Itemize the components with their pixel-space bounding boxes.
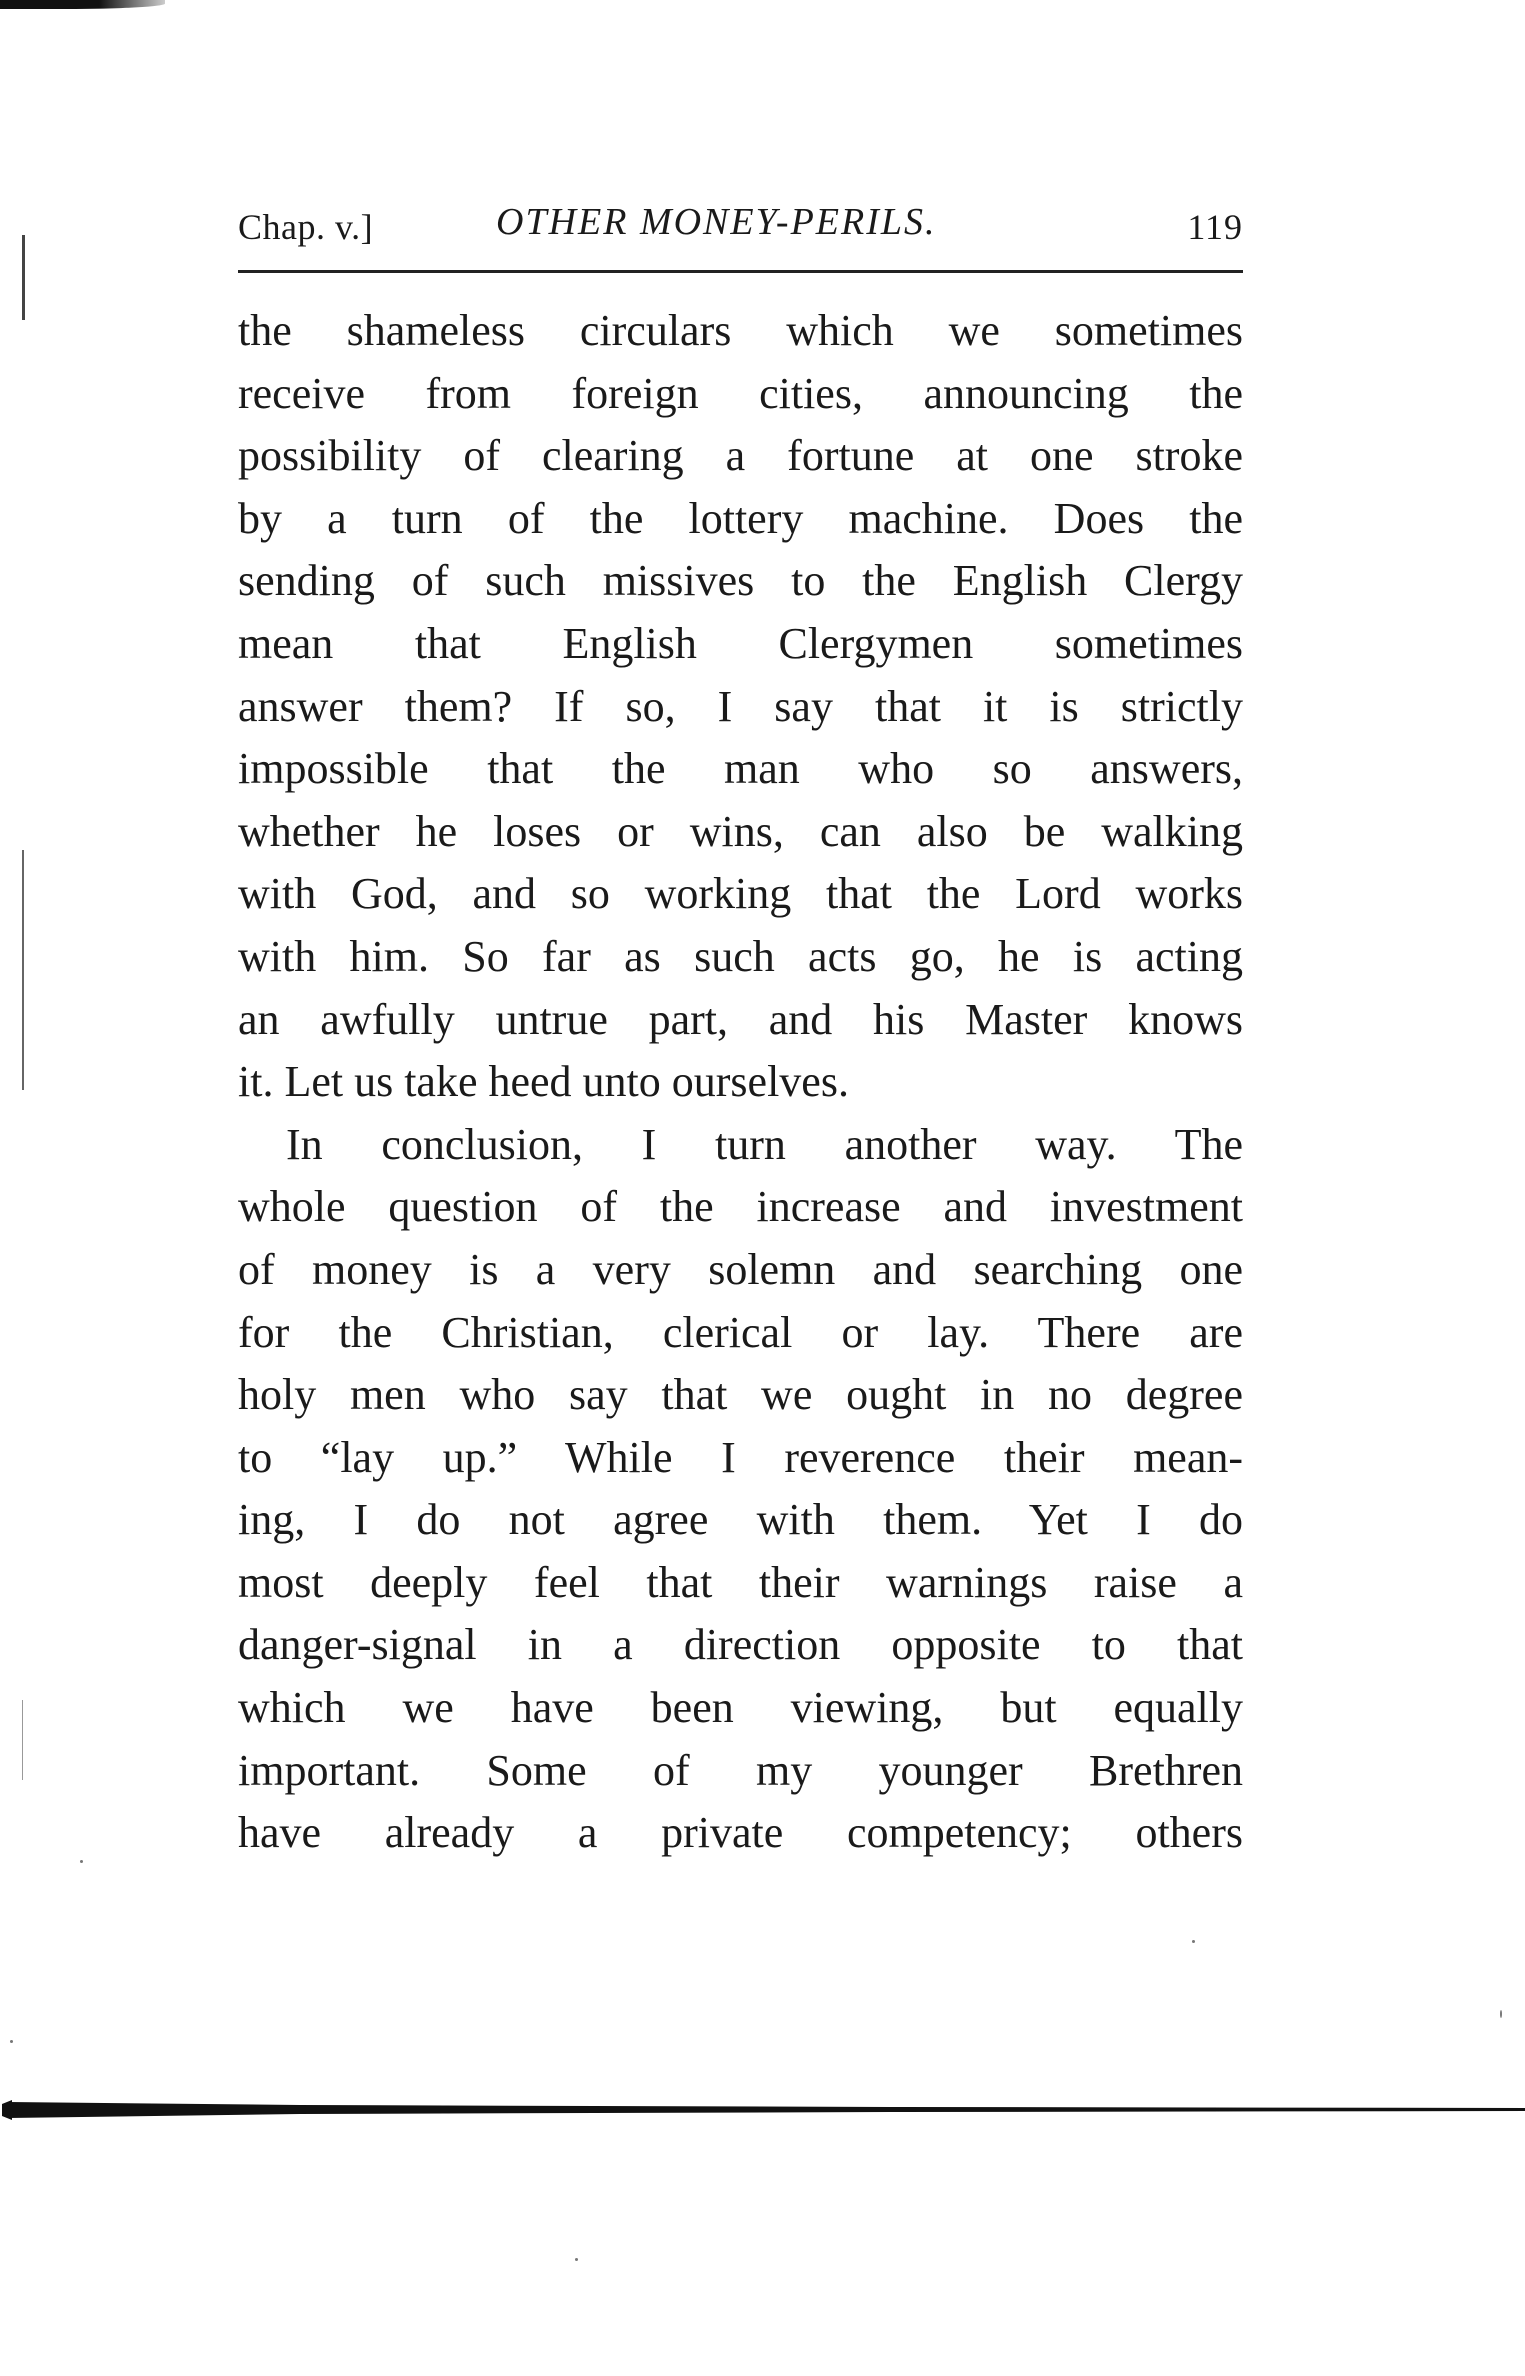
header-rule [238,270,1243,273]
gutter-shadow-line [22,1700,23,1780]
text-line: the shameless circulars which we sometimes [238,306,1243,355]
scan-speck [1500,2010,1502,2018]
text-line: important. Some of my younger Brethren [238,1745,1243,1795]
text-line: answer them? If so, I say that it is strictly [238,681,1243,731]
text-line: receive from foreign cities, announcing the [238,368,1243,418]
scan-artifact-top [0,0,165,9]
text-line: mean that English Clergymen sometimes [238,618,1243,668]
page-bottom-scan-bar [0,2096,1525,2120]
scan-speck [80,1860,83,1863]
text-line: an awfully untrue part, and his Master knows [238,994,1243,1044]
text-line: to “lay up.” While I reverence their mean- [238,1432,1243,1482]
text-line: ing, I do not agree with them. Yet I do [238,1495,1243,1545]
text-line: impossible that the man who so answers, [238,744,1243,794]
text-line: most deeply feel that their warnings raise a [238,1557,1243,1607]
text-line: whether he loses or wins, can also be walking [238,806,1243,856]
text-line: which we have been viewing, but equally [238,1683,1243,1733]
gutter-shadow-line [22,850,24,1090]
text-line: by a turn of the lottery machine. Does the [238,493,1243,543]
scan-speck [1192,1940,1195,1943]
text-line: for the Christian, clerical or lay. There are [238,1307,1243,1357]
page-number: 119 [1187,207,1243,247]
chapter-label: Chap. v.] [238,207,374,247]
text-line: holy men who say that we ought in no degree [238,1370,1243,1420]
text-line: with him. So far as such acts go, he is acting [238,931,1243,981]
text-line: whole question of the increase and investment [238,1182,1243,1232]
running-title: OTHER MONEY-PERILS. [496,201,937,243]
text-line: In conclusion, I turn another way. The [286,1119,1243,1169]
text-line: have already a private competency; others [238,1808,1243,1858]
text-line: it. Let us take heed unto ourselves. [238,1057,849,1107]
scan-speck [575,2258,578,2261]
text-line: danger-signal in a direction opposite to that [238,1620,1243,1670]
body-text [238,300,1243,1865]
text-line: of money is a very solemn and searching one [238,1244,1243,1294]
text-line: with God, and so working that the Lord works [238,869,1243,919]
running-head [238,200,1243,252]
gutter-shadow-line [22,235,25,320]
text-line: possibility of clearing a fortune at one stroke [238,431,1243,481]
scan-speck [10,2040,13,2043]
text-line: sending of such missives to the English Clergy [238,556,1243,606]
